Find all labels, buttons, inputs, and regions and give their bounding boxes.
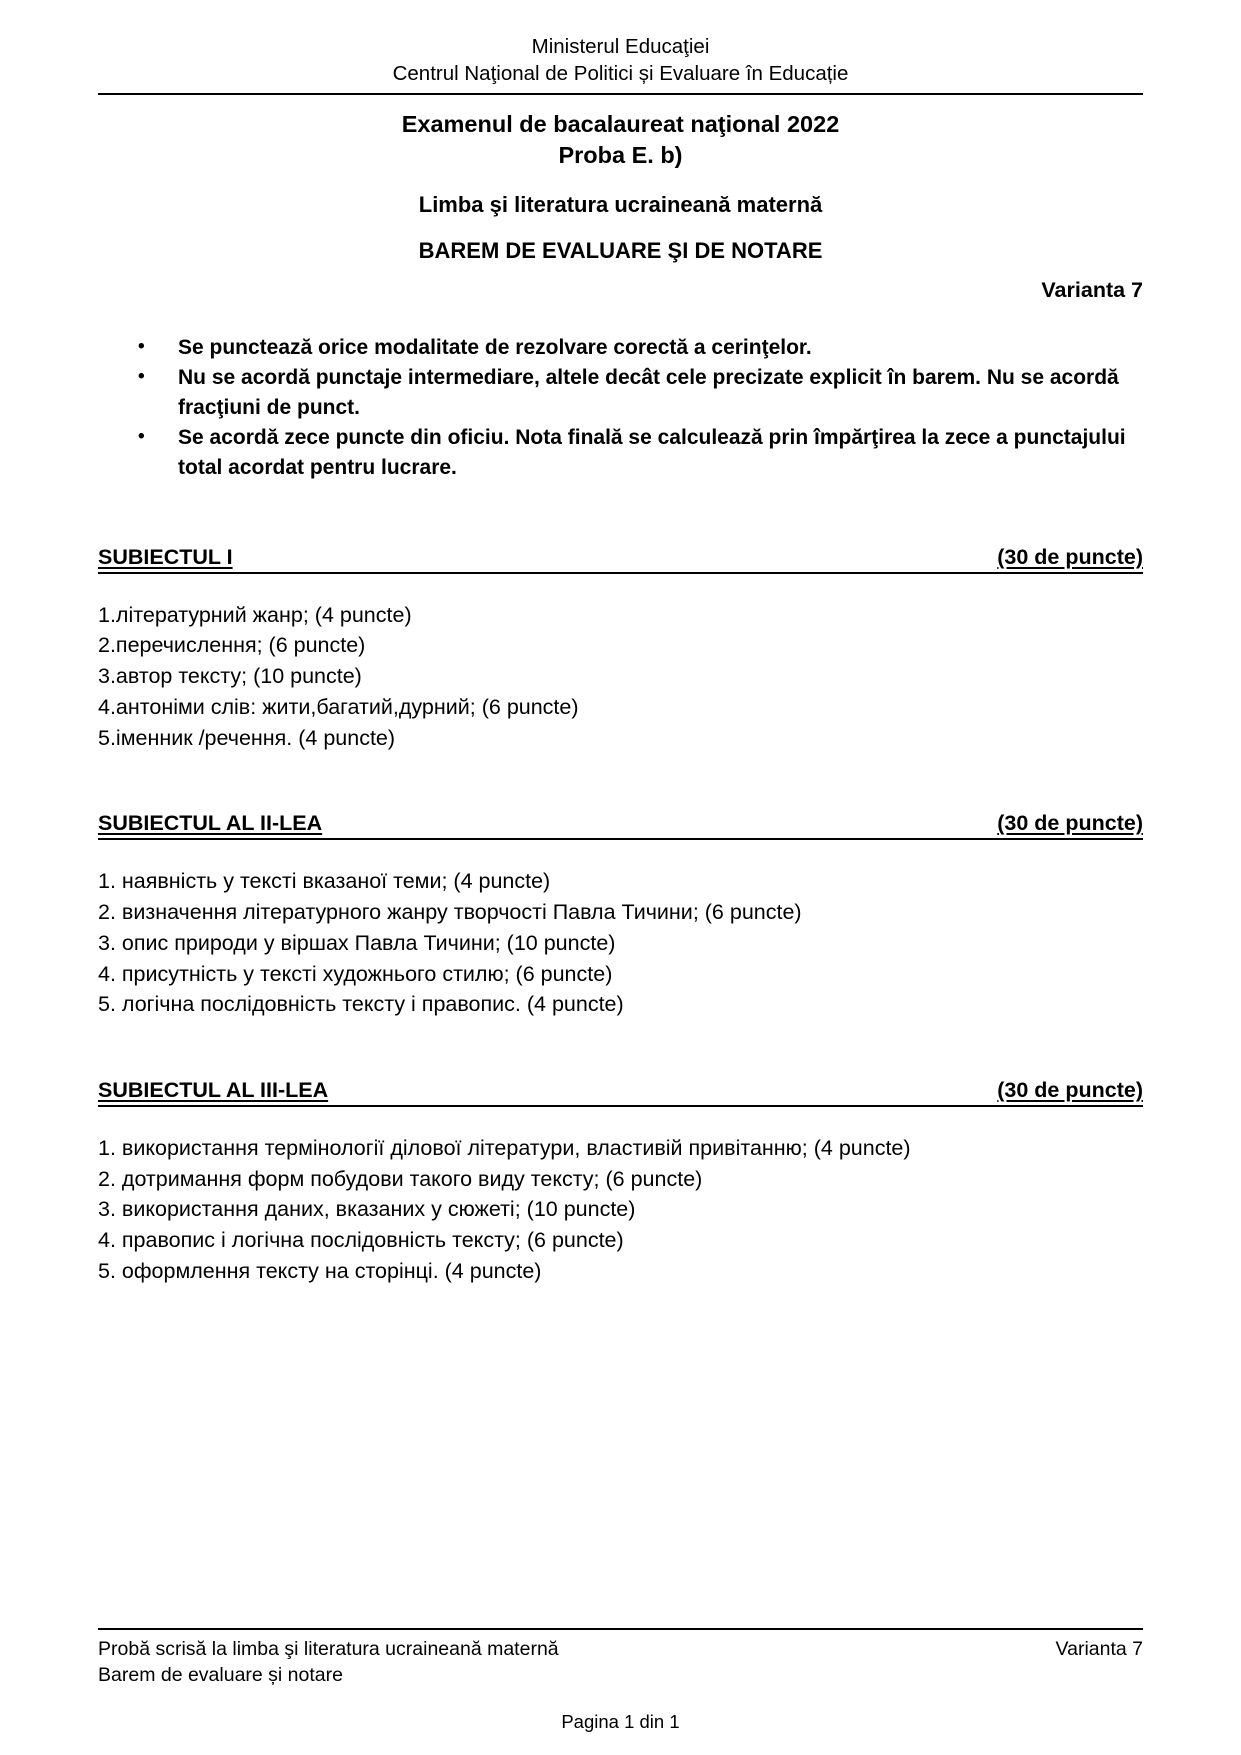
section-points: (30 de puncte) — [997, 1078, 1143, 1103]
footer-row — [98, 1630, 1143, 1689]
list-item: 1. наявність у тексті вказаної теми; (4 puncte) — [98, 869, 551, 894]
section-title: SUBIECTUL AL III-LEA — [98, 1078, 329, 1103]
list-item: 2. визначення літературного жанру творчості Павла Тичини; (6 puncte) — [98, 900, 802, 925]
list-item — [98, 363, 1143, 423]
section-items — [98, 1133, 1143, 1287]
section-subiectul-3 — [98, 1078, 1143, 1287]
list-item: 1.літературний жанр; (4 puncte) — [98, 602, 412, 627]
list-item: 3. опис природи у віршах Павла Тичини; (10 puncte) — [98, 930, 616, 955]
section-subiectul-1 — [98, 545, 1143, 754]
list-item — [98, 333, 1143, 363]
page-number: Pagina 1 din 1 — [561, 1711, 680, 1732]
list-item: 5.іменник /речення. (4 puncte) — [98, 725, 396, 750]
section-title: SUBIECTUL I — [98, 544, 233, 569]
section-heading — [98, 1078, 1143, 1107]
section-items — [98, 866, 1143, 1020]
rule-text: Se acordă zece puncte din oficiu. Nota finală se calculează prin împărţirea la zece a punctajului total acordat pentru lucrare. — [178, 425, 1126, 479]
section-subiectul-2 — [98, 811, 1143, 1020]
section-title: SUBIECTUL AL II-LEA — [98, 811, 323, 836]
list-item: 1. використання термінології ділової літератури, властивій привітанню; (4 puncte) — [98, 1136, 911, 1161]
title-block — [0, 109, 1241, 264]
section-items — [98, 600, 1143, 754]
section-points: (30 de puncte) — [997, 811, 1143, 836]
footer-variant-label: Varianta 7 — [1055, 1637, 1143, 1660]
footer-left-block — [98, 1636, 559, 1689]
bullet-icon: • — [138, 425, 145, 447]
variant-label: Varianta 7 — [1041, 277, 1143, 302]
list-item: 4.антоніми слів: жити,багатий,дурний; (6 puncte) — [98, 694, 579, 719]
document-header — [0, 0, 1241, 87]
list-item: 2.перечислення; (6 puncte) — [98, 633, 366, 658]
list-item — [98, 423, 1143, 483]
bullet-icon: • — [138, 335, 145, 357]
header-divider — [98, 93, 1143, 95]
footer-barem-label: Barem de evaluare și notare — [98, 1664, 343, 1687]
list-item: 3. використання даних, вказаних у сюжеті; (10 puncte) — [98, 1197, 636, 1222]
section-points: (30 de puncte) — [997, 544, 1143, 569]
document-footer — [98, 1628, 1143, 1755]
exam-proba: Proba E. b) — [558, 142, 683, 169]
list-item: 5. оформлення тексту на сторінці. (4 puncte) — [98, 1258, 542, 1283]
footer-exam-label: Probă scrisă la limba şi literatura ucraineană maternă — [98, 1637, 559, 1660]
exam-title: Examenul de bacalaureat naţional 2022 — [401, 111, 840, 138]
list-item: 4. присутність у тексті художнього стилю; (6 puncte) — [98, 961, 613, 986]
list-item: 5. логічна послідовність тексту і правопис. (4 puncte) — [98, 992, 624, 1017]
exam-subject: Limba şi literatura ucraineană maternă — [418, 191, 823, 217]
section-heading — [98, 811, 1143, 840]
section-heading — [98, 545, 1143, 574]
ministry-line: Ministerul Educaţiei — [531, 35, 710, 58]
bullet-icon: • — [138, 365, 145, 387]
barem-title: BAREM DE EVALUARE ŞI DE NOTARE — [418, 237, 823, 263]
list-item: 4. правопис і логічна послідовність тексту; (6 puncte) — [98, 1228, 624, 1253]
rule-text: Se punctează orice modalitate de rezolvare corectă a cerinţelor. — [178, 335, 812, 359]
rule-text: Nu se acordă punctaje intermediare, altele decât cele precizate explicit în barem. Nu se acordă fracţiuni de punct. — [178, 365, 1119, 419]
list-item: 2. дотримання форм побудови такого виду тексту; (6 puncte) — [98, 1166, 703, 1191]
grading-rules-list — [98, 333, 1143, 483]
list-item: 3.автор тексту; (10 puncte) — [98, 664, 362, 689]
center-line: Centrul Naţional de Politici și Evaluare în Educație — [392, 62, 849, 86]
